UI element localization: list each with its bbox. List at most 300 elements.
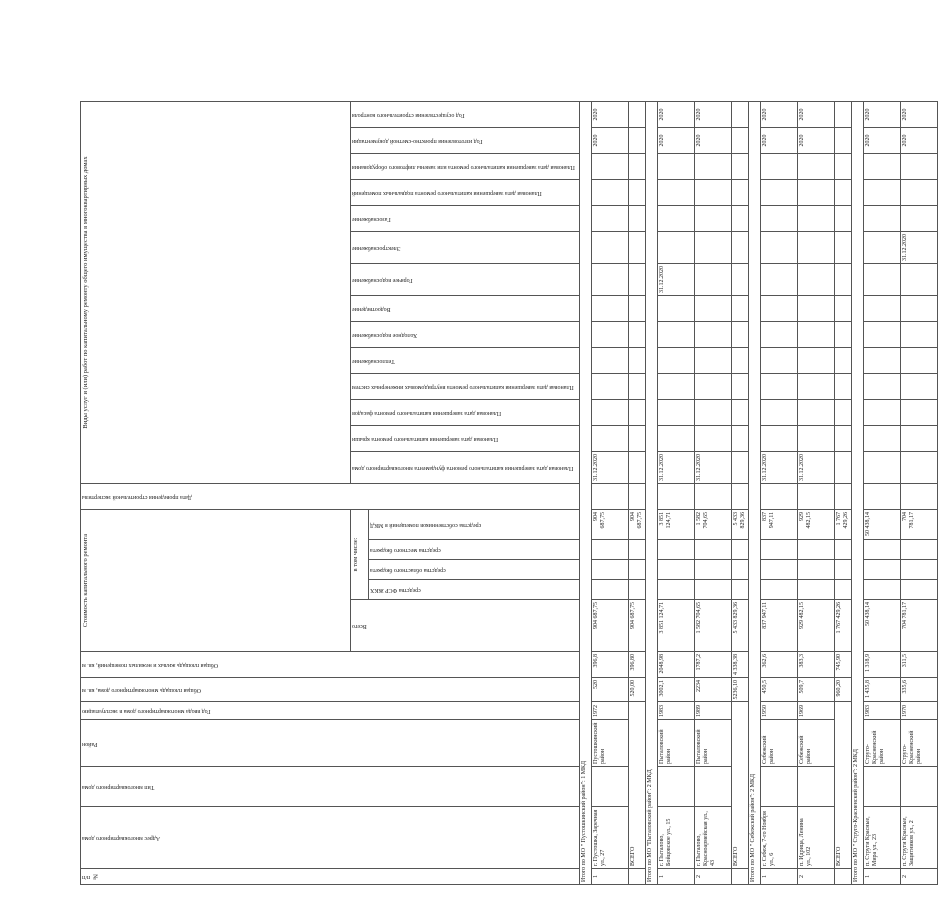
row-type bbox=[760, 767, 797, 807]
row-work-date-5 bbox=[797, 322, 834, 348]
total-regional bbox=[731, 560, 748, 580]
row-work-date-7 bbox=[863, 264, 900, 296]
header-work-10-text: Плановая дата завершения капитального ремонта подвальных помещений bbox=[352, 190, 542, 196]
total-empty bbox=[834, 374, 851, 400]
row-fund bbox=[863, 580, 900, 600]
row-type bbox=[863, 767, 900, 807]
row-work-date-1 bbox=[760, 426, 797, 452]
row-total: 904 687,75 bbox=[591, 600, 628, 652]
row-year: 1969 bbox=[797, 702, 834, 720]
row-work-date-12: 2020 bbox=[863, 128, 900, 154]
row-work-date-12: 2020 bbox=[591, 128, 628, 154]
total-empty bbox=[834, 206, 851, 232]
row-living: 311,5 bbox=[900, 652, 937, 678]
row-work-date-13: 2020 bbox=[797, 102, 834, 128]
total-num bbox=[834, 869, 851, 885]
row-work-date-12: 2020 bbox=[694, 128, 731, 154]
total-empty bbox=[628, 374, 645, 400]
row-work-date-13: 2020 bbox=[694, 102, 731, 128]
row-address: г. Пыталово, Бойцовское ул., 15 bbox=[657, 807, 694, 869]
total-empty bbox=[834, 154, 851, 180]
total-empty bbox=[628, 426, 645, 452]
total-empty bbox=[731, 426, 748, 452]
row-area: 2234 bbox=[694, 678, 731, 703]
row-work-date-1 bbox=[797, 426, 834, 452]
row-type bbox=[657, 767, 694, 807]
row-address: п. Струги Красные, Защитников ул., 2 bbox=[900, 807, 937, 869]
row-work-date-5 bbox=[863, 322, 900, 348]
row-work-date-10 bbox=[591, 180, 628, 206]
row-work-date-4 bbox=[694, 348, 731, 374]
row-district: Струго-Красненский район bbox=[900, 720, 937, 767]
row-work-date-5 bbox=[760, 322, 797, 348]
total-empty bbox=[731, 232, 748, 264]
row-district: Пыталовский район bbox=[694, 720, 731, 767]
row-work-date-13: 2020 bbox=[900, 102, 937, 128]
total-empty bbox=[834, 180, 851, 206]
row-num: 2 bbox=[694, 869, 731, 885]
row-work-date-8 bbox=[657, 232, 694, 264]
row-local bbox=[863, 540, 900, 560]
total-empty bbox=[731, 180, 748, 206]
row-work-date-3 bbox=[900, 374, 937, 400]
row-work-date-13: 2020 bbox=[760, 102, 797, 128]
total-empty bbox=[731, 264, 748, 296]
row-area: 335,6 bbox=[900, 678, 937, 703]
total-empty bbox=[628, 296, 645, 322]
row-work-date-9 bbox=[863, 206, 900, 232]
row-work-date-2 bbox=[900, 400, 937, 426]
row-work-date-2 bbox=[797, 400, 834, 426]
header-year bbox=[81, 702, 580, 720]
row-work-date-3 bbox=[591, 374, 628, 400]
total-empty bbox=[834, 232, 851, 264]
header-work-1 bbox=[351, 426, 580, 452]
row-work-date-4 bbox=[900, 348, 937, 374]
total-sum: 904 687,75 bbox=[628, 600, 645, 652]
total-empty bbox=[834, 452, 851, 484]
table-row bbox=[900, 102, 937, 885]
row-district: Пыталовский район bbox=[657, 720, 694, 767]
total-empty bbox=[731, 206, 748, 232]
row-work-date-4 bbox=[760, 348, 797, 374]
row-address: п. Идрица, Ленина ул., 102 bbox=[797, 807, 834, 869]
total-empty bbox=[731, 128, 748, 154]
row-living: 1 318,9 bbox=[863, 652, 900, 678]
total-regional bbox=[628, 560, 645, 580]
row-address: г. Пустошка, Заречная ул., 27 bbox=[591, 807, 628, 869]
row-work-date-8 bbox=[797, 232, 834, 264]
row-expertise bbox=[900, 484, 937, 510]
total-empty bbox=[834, 426, 851, 452]
row-regional bbox=[863, 560, 900, 580]
row-work-date-1 bbox=[591, 426, 628, 452]
row-work-date-0 bbox=[900, 452, 937, 484]
total-empty bbox=[628, 206, 645, 232]
row-work-date-0: 31.12.2020 bbox=[797, 452, 834, 484]
total-empty bbox=[628, 154, 645, 180]
row-owners: 904 687,75 bbox=[591, 510, 628, 540]
total-empty bbox=[731, 400, 748, 426]
row-living: 396,8 bbox=[591, 652, 628, 678]
row-fund bbox=[591, 580, 628, 600]
total-empty bbox=[628, 452, 645, 484]
row-regional bbox=[797, 560, 834, 580]
row-expertise bbox=[694, 484, 731, 510]
row-work-date-1 bbox=[900, 426, 937, 452]
header-work-12-text: Год изготовления проектно-сметной документации bbox=[352, 138, 483, 144]
header-house-type-text: Тип многоквартирного дома bbox=[82, 784, 155, 790]
header-living-area bbox=[81, 652, 580, 678]
row-work-date-11 bbox=[900, 154, 937, 180]
row-total: 704 781,17 bbox=[900, 600, 937, 652]
row-work-date-5 bbox=[694, 322, 731, 348]
header-district bbox=[81, 720, 580, 767]
header-total-text: Всего bbox=[352, 623, 367, 629]
total-empty bbox=[834, 400, 851, 426]
total-sum: 5 433 829,36 bbox=[731, 600, 748, 652]
total-local bbox=[731, 540, 748, 560]
row-owners: 3 851 124,71 bbox=[657, 510, 694, 540]
total-empty bbox=[628, 322, 645, 348]
section-title: Итого по МО "Пыталовский район": 2 МКД bbox=[645, 102, 657, 885]
row-work-date-10 bbox=[760, 180, 797, 206]
row-expertise bbox=[591, 484, 628, 510]
row-work-date-8: 31.12.2020 bbox=[900, 232, 937, 264]
total-owners: 1 767 429,26 bbox=[834, 510, 851, 540]
section-title: Итого по МО " Пустошкинский район": 1 МКД bbox=[579, 102, 591, 885]
row-local bbox=[694, 540, 731, 560]
total-local bbox=[834, 540, 851, 560]
total-regional bbox=[834, 560, 851, 580]
total-sum: 1 767 429,26 bbox=[834, 600, 851, 652]
row-regional bbox=[694, 560, 731, 580]
row-address: п. Струги Красные, Мира ул., 23 bbox=[863, 807, 900, 869]
header-fund bbox=[368, 580, 579, 600]
total-empty bbox=[628, 232, 645, 264]
total-empty bbox=[731, 322, 748, 348]
row-work-date-13: 2020 bbox=[591, 102, 628, 128]
row-work-date-6 bbox=[797, 296, 834, 322]
row-work-date-6 bbox=[863, 296, 900, 322]
row-fund bbox=[694, 580, 731, 600]
header-expertise-date bbox=[81, 484, 580, 510]
row-num: 1 bbox=[760, 869, 797, 885]
header-local bbox=[368, 540, 579, 560]
row-work-date-6 bbox=[694, 296, 731, 322]
row-num: 1 bbox=[657, 869, 694, 885]
total-living: 396,80 bbox=[628, 652, 645, 678]
row-work-date-4 bbox=[863, 348, 900, 374]
row-num: 2 bbox=[900, 869, 937, 885]
row-work-date-7 bbox=[694, 264, 731, 296]
row-address: г. Себеж, 7-го Ноября ул., 6 bbox=[760, 807, 797, 869]
row-work-date-8 bbox=[863, 232, 900, 264]
header-work-10 bbox=[351, 180, 580, 206]
header-regional-text: средства областного бюджета bbox=[369, 567, 446, 573]
row-work-date-0: 31.12.2020 bbox=[657, 452, 694, 484]
header-owners-text: средства собственников помещений в МКД bbox=[369, 522, 482, 528]
row-year: 1989 bbox=[694, 702, 731, 720]
total-empty bbox=[834, 264, 851, 296]
table-row bbox=[694, 102, 731, 885]
header-work-9 bbox=[351, 206, 580, 232]
row-work-date-5 bbox=[657, 322, 694, 348]
header-num-text: № п/п bbox=[82, 874, 98, 880]
row-work-date-6 bbox=[900, 296, 937, 322]
row-regional bbox=[657, 560, 694, 580]
total-empty bbox=[834, 102, 851, 128]
row-area: 1 435,8 bbox=[863, 678, 900, 703]
row-work-date-9 bbox=[591, 206, 628, 232]
total-local bbox=[628, 540, 645, 560]
header-work-11-text: Плановая дата завершения капитального ремонта или замены лифтового оборудования bbox=[352, 164, 575, 170]
header-work-3 bbox=[351, 374, 580, 400]
row-work-date-11 bbox=[760, 154, 797, 180]
row-work-date-10 bbox=[863, 180, 900, 206]
row-work-date-2 bbox=[657, 400, 694, 426]
total-owners: 5 433 829,36 bbox=[731, 510, 748, 540]
row-work-date-10 bbox=[657, 180, 694, 206]
table-row bbox=[591, 102, 628, 885]
header-house-type bbox=[81, 767, 580, 807]
row-district: Струго-Красненский район bbox=[863, 720, 900, 767]
header-work-4 bbox=[351, 348, 580, 374]
table-row bbox=[797, 102, 834, 885]
row-work-date-11 bbox=[591, 154, 628, 180]
header-work-12 bbox=[351, 128, 580, 154]
row-work-date-1 bbox=[863, 426, 900, 452]
row-work-date-9 bbox=[657, 206, 694, 232]
header-local-text: средства местного бюджета bbox=[369, 547, 441, 553]
row-work-date-6 bbox=[760, 296, 797, 322]
row-work-date-12: 2020 bbox=[657, 128, 694, 154]
row-work-date-12: 2020 bbox=[900, 128, 937, 154]
total-empty bbox=[834, 322, 851, 348]
row-work-date-0: 31.12.2020 bbox=[694, 452, 731, 484]
row-year: 1983 bbox=[657, 702, 694, 720]
total-num bbox=[731, 869, 748, 885]
row-work-date-8 bbox=[694, 232, 731, 264]
total-empty bbox=[834, 484, 851, 510]
row-work-date-10 bbox=[900, 180, 937, 206]
row-total: 50 438,14 bbox=[863, 600, 900, 652]
row-district: Пустошкинский район bbox=[591, 720, 628, 767]
total-empty bbox=[731, 452, 748, 484]
header-total-area-text: Общая площадь многоквартирного дома, кв. м bbox=[82, 687, 202, 694]
total-empty bbox=[731, 154, 748, 180]
total-empty bbox=[834, 348, 851, 374]
row-local bbox=[797, 540, 834, 560]
row-work-date-11 bbox=[694, 154, 731, 180]
total-owners: 904 687,75 bbox=[628, 510, 645, 540]
header-work-8-text: Электроснабжение bbox=[352, 245, 401, 251]
header-work-1-text: Плановая дата завершения капитального ремонта крыши bbox=[352, 436, 499, 442]
row-work-date-13: 2020 bbox=[863, 102, 900, 128]
row-district: Себежский район bbox=[760, 720, 797, 767]
row-work-date-6 bbox=[591, 296, 628, 322]
total-empty bbox=[628, 348, 645, 374]
row-work-date-12: 2020 bbox=[760, 128, 797, 154]
row-work-date-2 bbox=[863, 400, 900, 426]
row-type bbox=[591, 767, 628, 807]
row-work-date-12: 2020 bbox=[797, 128, 834, 154]
row-local bbox=[657, 540, 694, 560]
row-area: 3002,1 bbox=[657, 678, 694, 703]
header-work-13 bbox=[351, 102, 580, 128]
row-expertise bbox=[657, 484, 694, 510]
header-work-2 bbox=[351, 400, 580, 426]
row-work-date-9 bbox=[900, 206, 937, 232]
header-total bbox=[351, 600, 580, 652]
header-fund-text: средства ФСР ЖКХ bbox=[369, 587, 421, 593]
header-work-3-text: Плановая дата завершения капитального ремонта внутридомовых инженерных систем bbox=[352, 384, 574, 390]
row-local bbox=[900, 540, 937, 560]
row-owners: 929 482,15 bbox=[797, 510, 834, 540]
row-work-date-5 bbox=[591, 322, 628, 348]
row-type bbox=[797, 767, 834, 807]
row-total: 929 482,15 bbox=[797, 600, 834, 652]
row-living: 383,3 bbox=[797, 652, 834, 678]
header-work-2-text: Плановая дата завершения капитального ремонта фасадов bbox=[352, 410, 502, 416]
row-expertise bbox=[760, 484, 797, 510]
row-work-date-6 bbox=[657, 296, 694, 322]
row-work-date-2 bbox=[591, 400, 628, 426]
section-title: Итого по МО " Себежский район": 2 МКД bbox=[748, 102, 760, 885]
row-total: 1 582 704,65 bbox=[694, 600, 731, 652]
total-empty bbox=[628, 128, 645, 154]
row-work-date-5 bbox=[900, 322, 937, 348]
row-work-date-9 bbox=[760, 206, 797, 232]
header-work-11 bbox=[351, 154, 580, 180]
header-expertise-date-text: Дата проведения строительной экспертизы bbox=[82, 494, 192, 500]
row-work-date-11 bbox=[657, 154, 694, 180]
row-regional bbox=[760, 560, 797, 580]
total-living: 745,90 bbox=[834, 652, 851, 678]
table-row bbox=[760, 102, 797, 885]
row-living: 362,6 bbox=[760, 652, 797, 678]
row-work-date-3 bbox=[657, 374, 694, 400]
total-empty bbox=[834, 128, 851, 154]
row-work-date-3 bbox=[797, 374, 834, 400]
header-work-9-text: Газоснабжение bbox=[352, 216, 391, 222]
total-empty bbox=[628, 102, 645, 128]
total-empty bbox=[628, 484, 645, 510]
header-address-text: Адрес многоквартирного дома bbox=[82, 835, 161, 841]
row-owners: 704 781,17 bbox=[900, 510, 937, 540]
row-expertise bbox=[863, 484, 900, 510]
row-work-date-0: 31.12.2020 bbox=[760, 452, 797, 484]
total-fund bbox=[834, 580, 851, 600]
header-work-7 bbox=[351, 264, 580, 296]
header-owners bbox=[368, 510, 579, 540]
header-incl: в том числе: bbox=[351, 510, 369, 600]
row-regional bbox=[900, 560, 937, 580]
row-living: 1787,2 bbox=[694, 652, 731, 678]
row-fund bbox=[760, 580, 797, 600]
row-work-date-9 bbox=[694, 206, 731, 232]
total-area: 960,20 bbox=[834, 678, 851, 703]
row-expertise bbox=[797, 484, 834, 510]
row-work-date-7 bbox=[760, 264, 797, 296]
row-regional bbox=[591, 560, 628, 580]
total-empty bbox=[731, 348, 748, 374]
row-work-date-9 bbox=[797, 206, 834, 232]
header-regional bbox=[368, 560, 579, 580]
row-work-date-7 bbox=[591, 264, 628, 296]
total-empty bbox=[731, 484, 748, 510]
header-work-5 bbox=[351, 322, 580, 348]
row-work-date-10 bbox=[797, 180, 834, 206]
row-work-date-11 bbox=[863, 154, 900, 180]
header-work-0 bbox=[351, 452, 580, 484]
row-work-date-4 bbox=[657, 348, 694, 374]
header-works-group: Виды услуг и (или) работ по капитальному ремонту общего имущества в многоквартирных домах bbox=[81, 102, 351, 484]
row-type bbox=[900, 767, 937, 807]
row-area: 509,7 bbox=[797, 678, 834, 703]
total-empty bbox=[628, 180, 645, 206]
row-address: г. Пыталово, Красноармейская ул., 43 bbox=[694, 807, 731, 869]
row-year: 1983 bbox=[863, 702, 900, 720]
row-living: 2048,98 bbox=[657, 652, 694, 678]
row-total: 837 947,11 bbox=[760, 600, 797, 652]
row-work-date-7: 31.12.2020 bbox=[657, 264, 694, 296]
total-empty bbox=[834, 296, 851, 322]
row-work-date-0 bbox=[863, 452, 900, 484]
row-type bbox=[694, 767, 731, 807]
total-empty bbox=[628, 400, 645, 426]
total-empty bbox=[628, 264, 645, 296]
header-total-area bbox=[81, 678, 580, 703]
row-owners: 837 947,11 bbox=[760, 510, 797, 540]
total-label: ВСЕГО bbox=[628, 702, 645, 869]
row-fund bbox=[657, 580, 694, 600]
row-local bbox=[760, 540, 797, 560]
row-local bbox=[591, 540, 628, 560]
total-num bbox=[628, 869, 645, 885]
total-fund bbox=[628, 580, 645, 600]
row-work-date-2 bbox=[694, 400, 731, 426]
row-work-date-4 bbox=[591, 348, 628, 374]
capital-repair-table bbox=[80, 101, 938, 885]
header-work-6-text: Водоотведение bbox=[352, 306, 391, 312]
header-work-6 bbox=[351, 296, 580, 322]
total-empty bbox=[731, 374, 748, 400]
header-work-0-text: Плановая дата завершения капитального ремонта фундамента многоквартирного дома bbox=[352, 465, 574, 471]
total-label: ВСЕГО bbox=[834, 702, 851, 869]
header-year-text: Год ввода многоквартирного дома в эксплуатацию bbox=[82, 708, 211, 715]
header-num bbox=[81, 869, 580, 885]
row-total: 3 851 124,71 bbox=[657, 600, 694, 652]
row-owners: 50 438,14 bbox=[863, 510, 900, 540]
total-fund bbox=[731, 580, 748, 600]
total-empty bbox=[731, 296, 748, 322]
row-year: 1950 bbox=[760, 702, 797, 720]
row-work-date-11 bbox=[797, 154, 834, 180]
row-work-date-0: 31.12.2020 bbox=[591, 452, 628, 484]
header-district-text: Район bbox=[82, 740, 98, 747]
row-fund bbox=[797, 580, 834, 600]
row-work-date-1 bbox=[694, 426, 731, 452]
section-title: Итого по МО " Струго-Красненский район": 2 МКД bbox=[851, 102, 863, 885]
row-fund bbox=[900, 580, 937, 600]
row-work-date-13: 2020 bbox=[657, 102, 694, 128]
header-work-5-text: Холодное водоснабжение bbox=[352, 332, 418, 338]
row-work-date-3 bbox=[863, 374, 900, 400]
row-work-date-10 bbox=[694, 180, 731, 206]
row-work-date-7 bbox=[900, 264, 937, 296]
row-work-date-7 bbox=[797, 264, 834, 296]
